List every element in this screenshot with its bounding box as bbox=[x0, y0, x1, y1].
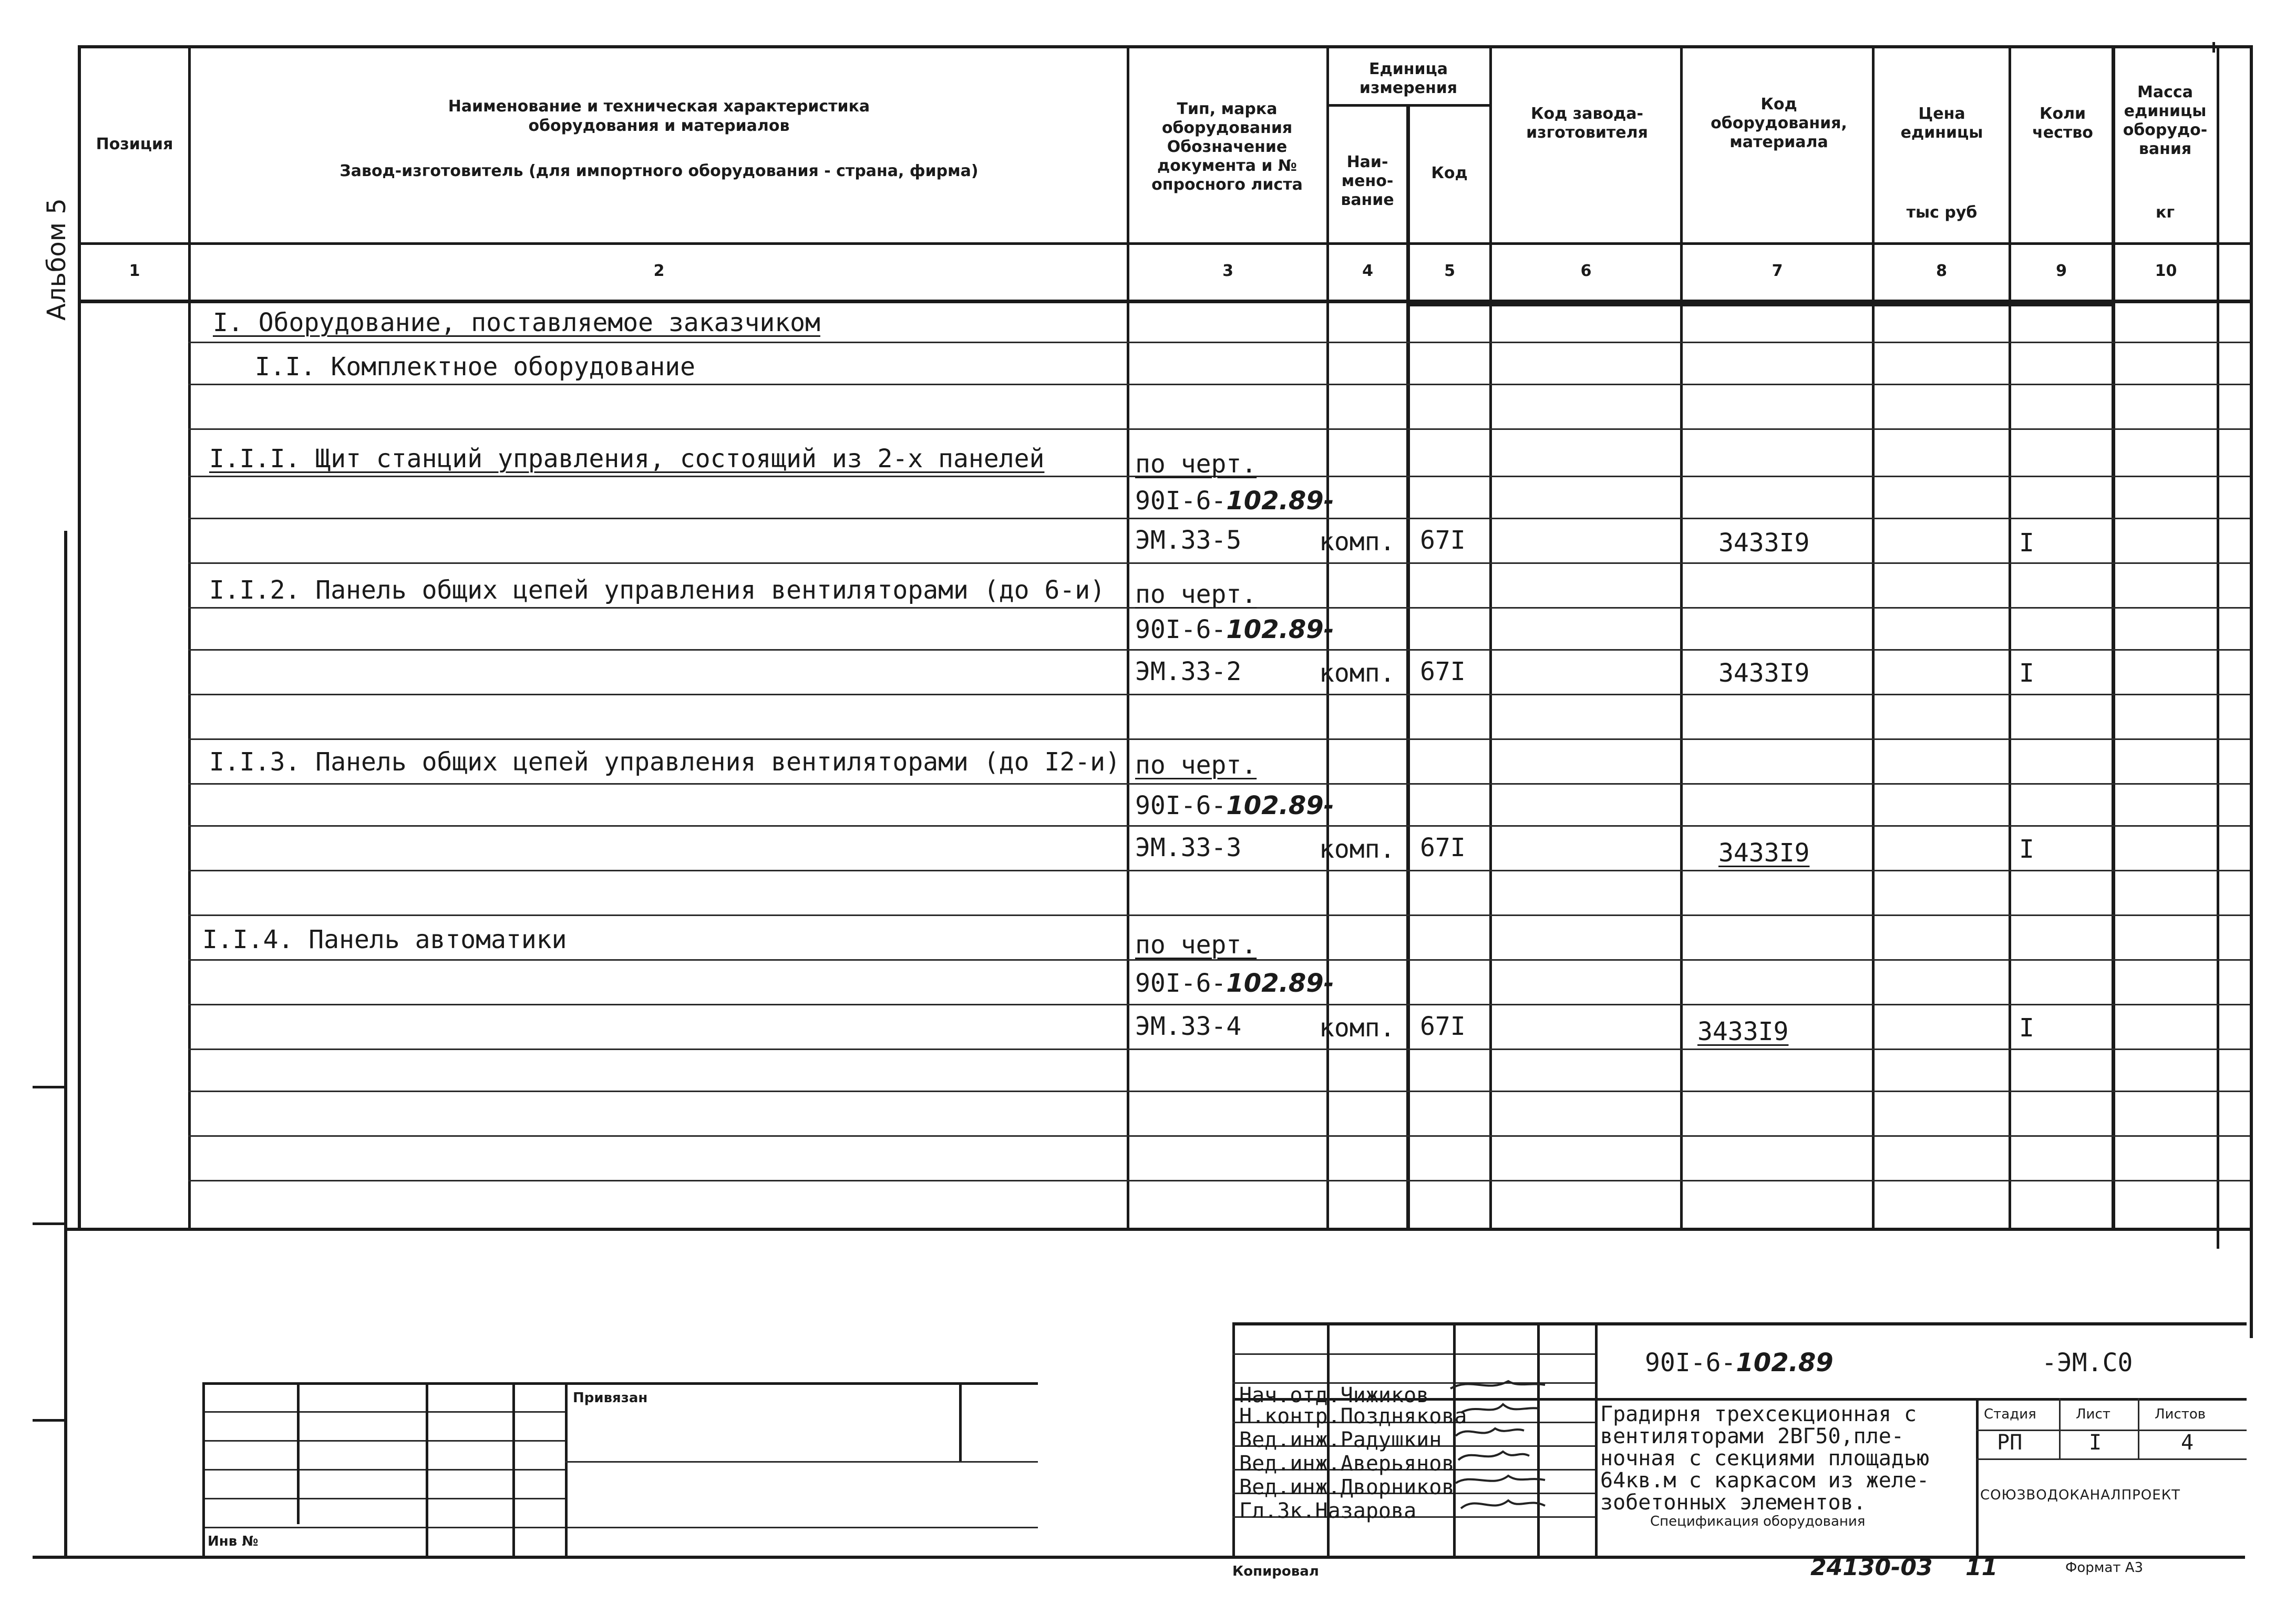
item-1-unit: комп. bbox=[1319, 527, 1395, 557]
kopiroval-label: Копировал bbox=[1232, 1564, 1319, 1579]
stage-label: Стадия bbox=[1984, 1406, 2036, 1422]
item-4-doc-prefix: 90I-6-102.89- bbox=[1135, 969, 1334, 998]
header-name-line1: Наименование и техническая характеристика bbox=[448, 97, 870, 116]
header-type-mark: Тип, марка оборудования Обозначение документа и № опросного листа bbox=[1151, 100, 1303, 194]
organization: СОЮЗВОДОКАНАЛПРОЕКТ bbox=[1980, 1487, 2181, 1503]
item-4-name: I.I.4. Панель автоматики bbox=[202, 925, 567, 954]
album-label: Альбом 5 bbox=[42, 198, 71, 321]
header-unit-code: Код bbox=[1431, 164, 1468, 182]
item-4-doc: ЭМ.33-4 bbox=[1135, 1012, 1242, 1041]
signature-marks bbox=[1440, 1372, 1598, 1545]
item-2-qty: I bbox=[2019, 659, 2034, 688]
col-number-7: 7 bbox=[1772, 262, 1783, 280]
drawing-code-suffix: -ЭМ.С0 bbox=[2042, 1348, 2133, 1377]
signer-5: Вед.инж.Дворников bbox=[1239, 1475, 1455, 1499]
item-4-equip-code: 3433I9 bbox=[1697, 1017, 1789, 1046]
header-quantity: Коли чество bbox=[2032, 105, 2093, 142]
header-position: Позиция bbox=[96, 135, 173, 153]
item-3-doc: ЭМ.33-3 bbox=[1135, 833, 1242, 862]
item-2-name: I.I.2. Панель общих цепей управления вентиляторами (до 6-и) bbox=[209, 575, 1106, 605]
item-1-po-chert: по черт. bbox=[1135, 449, 1257, 479]
header-mass: Масса единицы оборудо-вания bbox=[2123, 83, 2208, 158]
item-2-unit-code: 67I bbox=[1420, 657, 1466, 686]
title-line-4: 64кв.м с каркасом из желе- bbox=[1600, 1468, 1930, 1493]
header-unit: Единица измерения bbox=[1359, 60, 1458, 97]
header-factory-code: Код завода-изготовителя bbox=[1526, 105, 1648, 142]
item-3-unit: комп. bbox=[1319, 835, 1395, 864]
col-number-1: 1 bbox=[129, 262, 140, 280]
sheet-value: I bbox=[2089, 1431, 2102, 1455]
item-1-doc: ЭМ.33-5 bbox=[1135, 526, 1242, 555]
item-4-unit-code: 67I bbox=[1420, 1012, 1466, 1041]
signer-3: Вед.инж.Радушкин bbox=[1239, 1428, 1442, 1452]
item-2-po-chert: по черт. bbox=[1135, 580, 1257, 609]
item-2-equip-code: 3433I9 bbox=[1718, 659, 1810, 688]
item-3-equip-code: 3433I9 bbox=[1718, 838, 1810, 868]
item-3-po-chert: по черт. bbox=[1135, 751, 1257, 780]
col-number-4: 4 bbox=[1362, 262, 1373, 280]
item-1-name: I.I.I. Щит станций управления, состоящий из 2-х панелей bbox=[209, 444, 1045, 474]
item-4-qty: I bbox=[2019, 1013, 2034, 1043]
item-2-unit: комп. bbox=[1319, 659, 1395, 688]
item-1-qty: I bbox=[2019, 528, 2034, 558]
item-1-unit-code: 67I bbox=[1420, 526, 1466, 555]
inventory-label: Инв № bbox=[208, 1534, 259, 1549]
sheets-value: 4 bbox=[2181, 1431, 2194, 1455]
col-number-5: 5 bbox=[1444, 262, 1455, 280]
archive-number-2: 11 bbox=[1965, 1554, 1998, 1581]
item-4-po-chert: по черт. bbox=[1135, 930, 1257, 960]
title-line-2: вентиляторами 2ВГ50,пле- bbox=[1600, 1424, 1904, 1448]
archive-number: 24130-03 bbox=[1810, 1554, 1933, 1581]
item-1-equip-code: 3433I9 bbox=[1718, 528, 1810, 558]
privyazan-label: Привязан bbox=[573, 1390, 648, 1406]
item-3-doc-prefix: 90I-6-102.89- bbox=[1135, 791, 1334, 820]
item-1-doc-prefix: 90I-6-102.89- bbox=[1135, 486, 1334, 516]
item-3-unit-code: 67I bbox=[1420, 833, 1466, 862]
col-number-3: 3 bbox=[1222, 262, 1233, 280]
col-number-8: 8 bbox=[1936, 262, 1947, 280]
header-price: Цена единицы bbox=[1900, 105, 1983, 142]
title-line-1: Градирня трехсекционная с bbox=[1600, 1402, 1917, 1426]
col-number-6: 6 bbox=[1580, 262, 1592, 280]
header-name-line2: оборудования и материалов bbox=[528, 117, 790, 135]
col-number-10: 10 bbox=[2155, 262, 2177, 280]
col-number-9: 9 bbox=[2056, 262, 2067, 280]
header-unit-name: Наи-мено-вание bbox=[1341, 153, 1394, 209]
stage-value: РП bbox=[1997, 1431, 2023, 1455]
sheets-label: Листов bbox=[2155, 1406, 2206, 1422]
section-heading: I. Оборудование, поставляемое заказчиком bbox=[213, 308, 820, 337]
signer-2: Н.контр.Позднякова bbox=[1239, 1404, 1467, 1428]
signer-1: Нач.отд.Чижиков bbox=[1239, 1383, 1429, 1407]
title-line-5: зобетонных элементов. bbox=[1600, 1490, 1866, 1515]
subsection-heading: I.I. Комплектное оборудование bbox=[255, 352, 696, 382]
document-type: Спецификация оборудования bbox=[1650, 1514, 1866, 1529]
drawing-code: 90I-6-102.89 bbox=[1645, 1348, 1834, 1377]
item-4-unit: комп. bbox=[1319, 1013, 1395, 1043]
sheet-label: Лист bbox=[2076, 1406, 2110, 1422]
signer-6: Гл.Зк.Назарова bbox=[1239, 1499, 1417, 1523]
item-2-doc: ЭМ.33-2 bbox=[1135, 657, 1242, 686]
header-name-line3: Завод-изготовитель (для импортного оборудования - страна, фирма) bbox=[339, 162, 979, 180]
header-price-unit: тыс руб bbox=[1906, 203, 1978, 222]
col-number-2: 2 bbox=[653, 262, 665, 280]
signer-4: Вед.инж.Аверьянов bbox=[1239, 1452, 1455, 1476]
item-3-name: I.I.3. Панель общих цепей управления вентиляторами (до I2-и) bbox=[209, 747, 1120, 777]
item-3-qty: I bbox=[2019, 835, 2034, 864]
header-mass-unit: кг bbox=[2155, 203, 2175, 222]
header-equipment-code: Код оборудования, материала bbox=[1711, 95, 1847, 151]
format-label: Формат А3 bbox=[2065, 1560, 2144, 1576]
title-line-3: ночная с секциями площадью bbox=[1600, 1446, 1930, 1471]
item-2-doc-prefix: 90I-6-102.89- bbox=[1135, 615, 1334, 644]
